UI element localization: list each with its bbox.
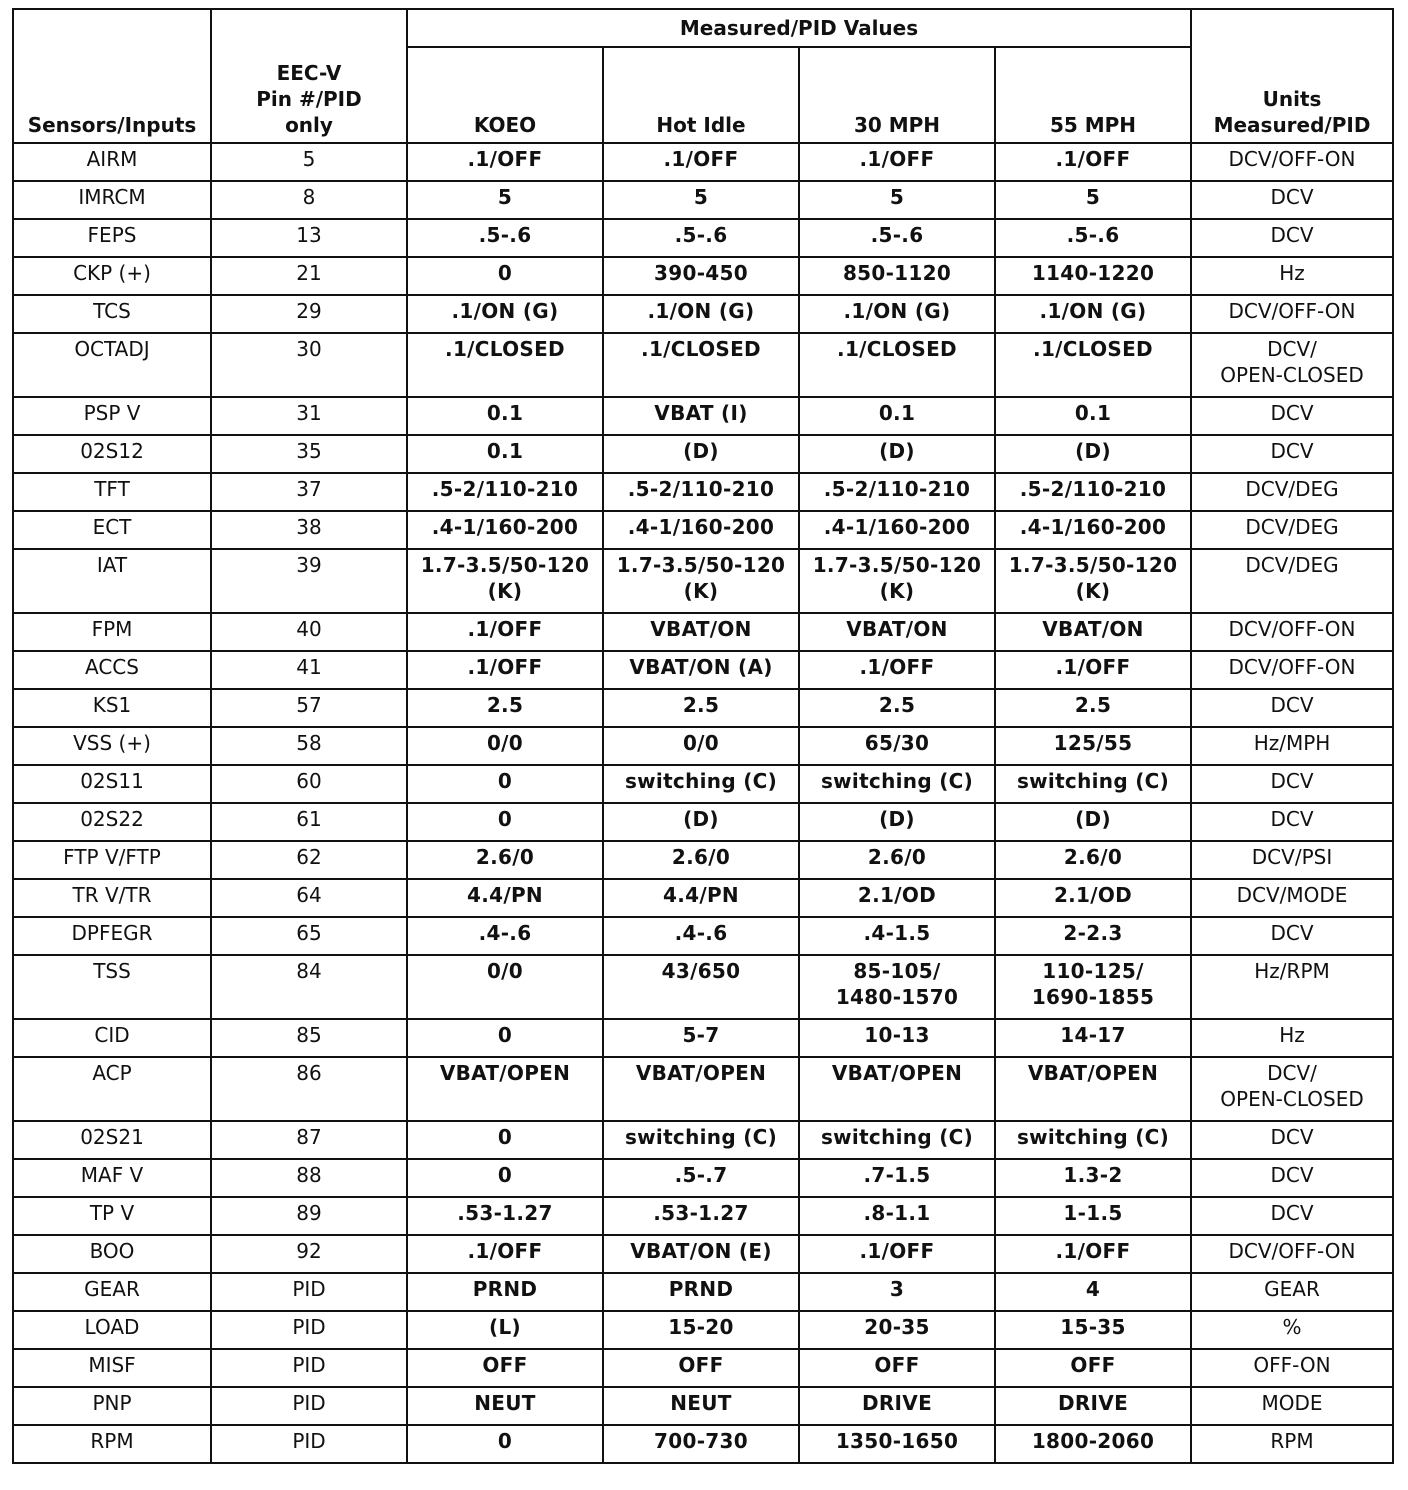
hot-idle-value: 390-450 xyxy=(603,257,799,295)
hot-idle-value: .5-.7 xyxy=(603,1159,799,1197)
mph55-value: 2.1/OD xyxy=(995,879,1191,917)
koeo-value: 0 xyxy=(407,257,603,295)
mph55-value: switching (C) xyxy=(995,1121,1191,1159)
hot-idle-value: VBAT/ON (A) xyxy=(603,651,799,689)
pin-cell: 41 xyxy=(211,651,407,689)
units-cell: DCV xyxy=(1191,219,1393,257)
units-cell: DCV/OFF-ON xyxy=(1191,143,1393,181)
table-row xyxy=(13,689,1393,727)
mph55-value: 14-17 xyxy=(995,1019,1191,1057)
mph30-value: OFF xyxy=(799,1349,995,1387)
koeo-value: .1/OFF xyxy=(407,651,603,689)
koeo-value: .5-.6 xyxy=(407,219,603,257)
header-55-mph: 55 MPH xyxy=(995,47,1191,143)
mph55-value: 5 xyxy=(995,181,1191,219)
table-row xyxy=(13,1057,1393,1121)
mph30-value: 0.1 xyxy=(799,397,995,435)
hot-idle-value: VBAT/ON xyxy=(603,613,799,651)
sensor-cell: TCS xyxy=(13,295,211,333)
sensor-cell: TP V xyxy=(13,1197,211,1235)
pin-cell: 57 xyxy=(211,689,407,727)
koeo-value: 0.1 xyxy=(407,397,603,435)
koeo-value: 0 xyxy=(407,803,603,841)
koeo-value: .4-1/160-200 xyxy=(407,511,603,549)
koeo-value: .1/OFF xyxy=(407,143,603,181)
pin-cell: 60 xyxy=(211,765,407,803)
mph30-value: .8-1.1 xyxy=(799,1197,995,1235)
pid-values-sheet xyxy=(12,8,1394,1464)
mph30-value: 20-35 xyxy=(799,1311,995,1349)
mph30-value: DRIVE xyxy=(799,1387,995,1425)
units-cell: DCV/DEG xyxy=(1191,473,1393,511)
sensor-cell: MISF xyxy=(13,1349,211,1387)
koeo-value: NEUT xyxy=(407,1387,603,1425)
sensor-cell: FTP V/FTP xyxy=(13,841,211,879)
pin-cell: PID xyxy=(211,1273,407,1311)
hot-idle-value: .5-2/110-210 xyxy=(603,473,799,511)
hot-idle-value: (D) xyxy=(603,435,799,473)
table-row xyxy=(13,435,1393,473)
mph30-value: 10-13 xyxy=(799,1019,995,1057)
sensor-values-table xyxy=(12,8,1394,1464)
hot-idle-value: .4-.6 xyxy=(603,917,799,955)
koeo-value: VBAT/OPEN xyxy=(407,1057,603,1121)
mph30-value: .1/CLOSED xyxy=(799,333,995,397)
pin-cell: 92 xyxy=(211,1235,407,1273)
mph55-value: 1-1.5 xyxy=(995,1197,1191,1235)
sensor-cell: OCTADJ xyxy=(13,333,211,397)
mph30-value: 1350-1650 xyxy=(799,1425,995,1463)
table-row xyxy=(13,1197,1393,1235)
mph30-value: VBAT/OPEN xyxy=(799,1057,995,1121)
koeo-value: .1/ON (G) xyxy=(407,295,603,333)
units-cell: DCV/DEG xyxy=(1191,511,1393,549)
sensor-cell: PNP xyxy=(13,1387,211,1425)
mph55-value: 1.7-3.5/50-120 (K) xyxy=(995,549,1191,613)
units-cell: DCV xyxy=(1191,1159,1393,1197)
sensor-cell: TFT xyxy=(13,473,211,511)
table-row xyxy=(13,295,1393,333)
mph55-value: .4-1/160-200 xyxy=(995,511,1191,549)
header-eec-pin: EEC-V Pin #/PID only xyxy=(211,9,407,143)
koeo-value: 4.4/PN xyxy=(407,879,603,917)
mph30-value: 2.5 xyxy=(799,689,995,727)
units-cell: DCV xyxy=(1191,765,1393,803)
sensor-cell: 02S21 xyxy=(13,1121,211,1159)
sensor-cell: FEPS xyxy=(13,219,211,257)
sensor-cell: 02S22 xyxy=(13,803,211,841)
pin-cell: 61 xyxy=(211,803,407,841)
pin-cell: 38 xyxy=(211,511,407,549)
koeo-value: 2.5 xyxy=(407,689,603,727)
mph55-value: .1/ON (G) xyxy=(995,295,1191,333)
koeo-value: 0 xyxy=(407,1019,603,1057)
sensor-cell: ACP xyxy=(13,1057,211,1121)
table-row xyxy=(13,727,1393,765)
table-row xyxy=(13,955,1393,1019)
header-sensors-inputs: Sensors/Inputs xyxy=(13,9,211,143)
table-row xyxy=(13,1159,1393,1197)
sensor-cell: TSS xyxy=(13,955,211,1019)
hot-idle-value: .1/OFF xyxy=(603,143,799,181)
hot-idle-value: .53-1.27 xyxy=(603,1197,799,1235)
pin-cell: 40 xyxy=(211,613,407,651)
koeo-value: .53-1.27 xyxy=(407,1197,603,1235)
table-row xyxy=(13,1235,1393,1273)
mph30-value: .5-2/110-210 xyxy=(799,473,995,511)
hot-idle-value: .1/ON (G) xyxy=(603,295,799,333)
sensor-cell: 02S11 xyxy=(13,765,211,803)
mph55-value: DRIVE xyxy=(995,1387,1191,1425)
header-koeo: KOEO xyxy=(407,47,603,143)
pin-cell: 29 xyxy=(211,295,407,333)
sensor-cell: IAT xyxy=(13,549,211,613)
table-row xyxy=(13,613,1393,651)
units-cell: % xyxy=(1191,1311,1393,1349)
units-cell: Hz xyxy=(1191,257,1393,295)
mph55-value: 1800-2060 xyxy=(995,1425,1191,1463)
sensor-cell: TR V/TR xyxy=(13,879,211,917)
koeo-value: .1/CLOSED xyxy=(407,333,603,397)
pin-cell: PID xyxy=(211,1349,407,1387)
mph30-value: (D) xyxy=(799,803,995,841)
units-cell: DCV/PSI xyxy=(1191,841,1393,879)
mph55-value: 2-2.3 xyxy=(995,917,1191,955)
table-row xyxy=(13,917,1393,955)
hot-idle-value: switching (C) xyxy=(603,1121,799,1159)
mph55-value: switching (C) xyxy=(995,765,1191,803)
koeo-value: 1.7-3.5/50-120 (K) xyxy=(407,549,603,613)
table-row xyxy=(13,257,1393,295)
table-row xyxy=(13,1349,1393,1387)
header-30-mph: 30 MPH xyxy=(799,47,995,143)
units-cell: DCV xyxy=(1191,803,1393,841)
units-cell: DCV xyxy=(1191,1197,1393,1235)
mph55-value: 2.6/0 xyxy=(995,841,1191,879)
mph30-value: .5-.6 xyxy=(799,219,995,257)
mph55-value: .5-2/110-210 xyxy=(995,473,1191,511)
table-row xyxy=(13,803,1393,841)
hot-idle-value: 0/0 xyxy=(603,727,799,765)
sensor-cell: MAF V xyxy=(13,1159,211,1197)
units-cell: DCV/OFF-ON xyxy=(1191,613,1393,651)
koeo-value: (L) xyxy=(407,1311,603,1349)
table-row xyxy=(13,511,1393,549)
pin-cell: 65 xyxy=(211,917,407,955)
units-cell: Hz/MPH xyxy=(1191,727,1393,765)
hot-idle-value: 43/650 xyxy=(603,955,799,1019)
hot-idle-value: 1.7-3.5/50-120 (K) xyxy=(603,549,799,613)
koeo-value: PRND xyxy=(407,1273,603,1311)
mph30-value: .4-1/160-200 xyxy=(799,511,995,549)
mph55-value: .1/OFF xyxy=(995,1235,1191,1273)
pin-cell: PID xyxy=(211,1387,407,1425)
koeo-value: OFF xyxy=(407,1349,603,1387)
pin-cell: 5 xyxy=(211,143,407,181)
mph55-value: 4 xyxy=(995,1273,1191,1311)
mph30-value: 5 xyxy=(799,181,995,219)
units-cell: MODE xyxy=(1191,1387,1393,1425)
sensor-cell: KS1 xyxy=(13,689,211,727)
units-cell: Hz xyxy=(1191,1019,1393,1057)
mph55-value: VBAT/ON xyxy=(995,613,1191,651)
table-row xyxy=(13,1121,1393,1159)
units-cell: Hz/RPM xyxy=(1191,955,1393,1019)
mph30-value: VBAT/ON xyxy=(799,613,995,651)
units-cell: DCV/MODE xyxy=(1191,879,1393,917)
sensor-cell: PSP V xyxy=(13,397,211,435)
koeo-value: .5-2/110-210 xyxy=(407,473,603,511)
table-body xyxy=(13,143,1393,1463)
pin-cell: 8 xyxy=(211,181,407,219)
koeo-value: 0/0 xyxy=(407,955,603,1019)
units-cell: DCV/ OPEN-CLOSED xyxy=(1191,333,1393,397)
header-row-group xyxy=(13,9,1393,47)
mph30-value: 1.7-3.5/50-120 (K) xyxy=(799,549,995,613)
mph55-value: 0.1 xyxy=(995,397,1191,435)
koeo-value: 0 xyxy=(407,765,603,803)
hot-idle-value: OFF xyxy=(603,1349,799,1387)
mph55-value: (D) xyxy=(995,803,1191,841)
table-row xyxy=(13,219,1393,257)
koeo-value: 5 xyxy=(407,181,603,219)
units-cell: DCV xyxy=(1191,689,1393,727)
mph55-value: 15-35 xyxy=(995,1311,1191,1349)
units-cell: DCV xyxy=(1191,917,1393,955)
hot-idle-value: 2.6/0 xyxy=(603,841,799,879)
hot-idle-value: 700-730 xyxy=(603,1425,799,1463)
hot-idle-value: .5-.6 xyxy=(603,219,799,257)
pin-cell: 13 xyxy=(211,219,407,257)
header-units: Units Measured/PID xyxy=(1191,9,1393,143)
table-row xyxy=(13,1311,1393,1349)
pin-cell: 39 xyxy=(211,549,407,613)
sensor-cell: AIRM xyxy=(13,143,211,181)
sensor-cell: FPM xyxy=(13,613,211,651)
koeo-value: 0 xyxy=(407,1425,603,1463)
koeo-value: 0 xyxy=(407,1159,603,1197)
mph55-value: 1140-1220 xyxy=(995,257,1191,295)
hot-idle-value: VBAT/ON (E) xyxy=(603,1235,799,1273)
pin-cell: 21 xyxy=(211,257,407,295)
mph30-value: 65/30 xyxy=(799,727,995,765)
sensor-cell: RPM xyxy=(13,1425,211,1463)
mph55-value: 2.5 xyxy=(995,689,1191,727)
table-row xyxy=(13,651,1393,689)
header-hot-idle: Hot Idle xyxy=(603,47,799,143)
units-cell: DCV xyxy=(1191,397,1393,435)
mph30-value: 850-1120 xyxy=(799,257,995,295)
pin-cell: 87 xyxy=(211,1121,407,1159)
hot-idle-value: .1/CLOSED xyxy=(603,333,799,397)
table-row xyxy=(13,397,1393,435)
mph55-value: OFF xyxy=(995,1349,1191,1387)
table-row xyxy=(13,1273,1393,1311)
sensor-cell: VSS (+) xyxy=(13,727,211,765)
hot-idle-value: switching (C) xyxy=(603,765,799,803)
mph30-value: (D) xyxy=(799,435,995,473)
units-cell: DCV xyxy=(1191,1121,1393,1159)
table-row xyxy=(13,841,1393,879)
header-measured-pid-values: Measured/PID Values xyxy=(407,9,1191,47)
hot-idle-value: 15-20 xyxy=(603,1311,799,1349)
units-cell: DCV xyxy=(1191,181,1393,219)
table-row xyxy=(13,765,1393,803)
hot-idle-value: PRND xyxy=(603,1273,799,1311)
table-row xyxy=(13,1387,1393,1425)
units-cell: DCV xyxy=(1191,435,1393,473)
pin-cell: 30 xyxy=(211,333,407,397)
mph30-value: 2.6/0 xyxy=(799,841,995,879)
sensor-cell: CID xyxy=(13,1019,211,1057)
mph30-value: .1/OFF xyxy=(799,651,995,689)
hot-idle-value: 5 xyxy=(603,181,799,219)
table-row xyxy=(13,879,1393,917)
mph30-value: switching (C) xyxy=(799,765,995,803)
units-cell: DCV/DEG xyxy=(1191,549,1393,613)
mph55-value: .1/OFF xyxy=(995,143,1191,181)
sensor-cell: ACCS xyxy=(13,651,211,689)
pin-cell: 58 xyxy=(211,727,407,765)
pin-cell: 62 xyxy=(211,841,407,879)
table-row xyxy=(13,181,1393,219)
mph55-value: .1/OFF xyxy=(995,651,1191,689)
pin-cell: 86 xyxy=(211,1057,407,1121)
hot-idle-value: (D) xyxy=(603,803,799,841)
hot-idle-value: 4.4/PN xyxy=(603,879,799,917)
koeo-value: .4-.6 xyxy=(407,917,603,955)
koeo-value: .1/OFF xyxy=(407,613,603,651)
mph55-value: (D) xyxy=(995,435,1191,473)
mph55-value: VBAT/OPEN xyxy=(995,1057,1191,1121)
sensor-cell: IMRCM xyxy=(13,181,211,219)
hot-idle-value: VBAT/OPEN xyxy=(603,1057,799,1121)
hot-idle-value: .4-1/160-200 xyxy=(603,511,799,549)
units-cell: DCV/ OPEN-CLOSED xyxy=(1191,1057,1393,1121)
mph30-value: 85-105/ 1480-1570 xyxy=(799,955,995,1019)
table-row xyxy=(13,473,1393,511)
units-cell: RPM xyxy=(1191,1425,1393,1463)
mph55-value: .1/CLOSED xyxy=(995,333,1191,397)
units-cell: OFF-ON xyxy=(1191,1349,1393,1387)
units-cell: DCV/OFF-ON xyxy=(1191,651,1393,689)
units-cell: DCV/OFF-ON xyxy=(1191,1235,1393,1273)
hot-idle-value: NEUT xyxy=(603,1387,799,1425)
units-cell: DCV/OFF-ON xyxy=(1191,295,1393,333)
mph30-value: .1/OFF xyxy=(799,143,995,181)
koeo-value: .1/OFF xyxy=(407,1235,603,1273)
pin-cell: 84 xyxy=(211,955,407,1019)
pin-cell: 64 xyxy=(211,879,407,917)
sensor-cell: LOAD xyxy=(13,1311,211,1349)
table-row xyxy=(13,143,1393,181)
pin-cell: 89 xyxy=(211,1197,407,1235)
units-cell: GEAR xyxy=(1191,1273,1393,1311)
sensor-cell: DPFEGR xyxy=(13,917,211,955)
mph55-value: 1.3-2 xyxy=(995,1159,1191,1197)
sensor-cell: ECT xyxy=(13,511,211,549)
pin-cell: 35 xyxy=(211,435,407,473)
table-row xyxy=(13,333,1393,397)
mph30-value: switching (C) xyxy=(799,1121,995,1159)
mph30-value: .7-1.5 xyxy=(799,1159,995,1197)
sensor-cell: BOO xyxy=(13,1235,211,1273)
sensor-cell: CKP (+) xyxy=(13,257,211,295)
mph30-value: .1/OFF xyxy=(799,1235,995,1273)
mph55-value: .5-.6 xyxy=(995,219,1191,257)
mph30-value: .1/ON (G) xyxy=(799,295,995,333)
hot-idle-value: 2.5 xyxy=(603,689,799,727)
pin-cell: 37 xyxy=(211,473,407,511)
mph30-value: 3 xyxy=(799,1273,995,1311)
mph55-value: 110-125/ 1690-1855 xyxy=(995,955,1191,1019)
mph55-value: 125/55 xyxy=(995,727,1191,765)
koeo-value: 2.6/0 xyxy=(407,841,603,879)
mph30-value: 2.1/OD xyxy=(799,879,995,917)
hot-idle-value: 5-7 xyxy=(603,1019,799,1057)
koeo-value: 0.1 xyxy=(407,435,603,473)
sensor-cell: GEAR xyxy=(13,1273,211,1311)
pin-cell: 31 xyxy=(211,397,407,435)
mph30-value: .4-1.5 xyxy=(799,917,995,955)
koeo-value: 0 xyxy=(407,1121,603,1159)
sensor-cell: 02S12 xyxy=(13,435,211,473)
pin-cell: 88 xyxy=(211,1159,407,1197)
table-row xyxy=(13,1425,1393,1463)
table-row xyxy=(13,1019,1393,1057)
hot-idle-value: VBAT (I) xyxy=(603,397,799,435)
pin-cell: 85 xyxy=(211,1019,407,1057)
pin-cell: PID xyxy=(211,1311,407,1349)
koeo-value: 0/0 xyxy=(407,727,603,765)
pin-cell: PID xyxy=(211,1425,407,1463)
table-row xyxy=(13,549,1393,613)
